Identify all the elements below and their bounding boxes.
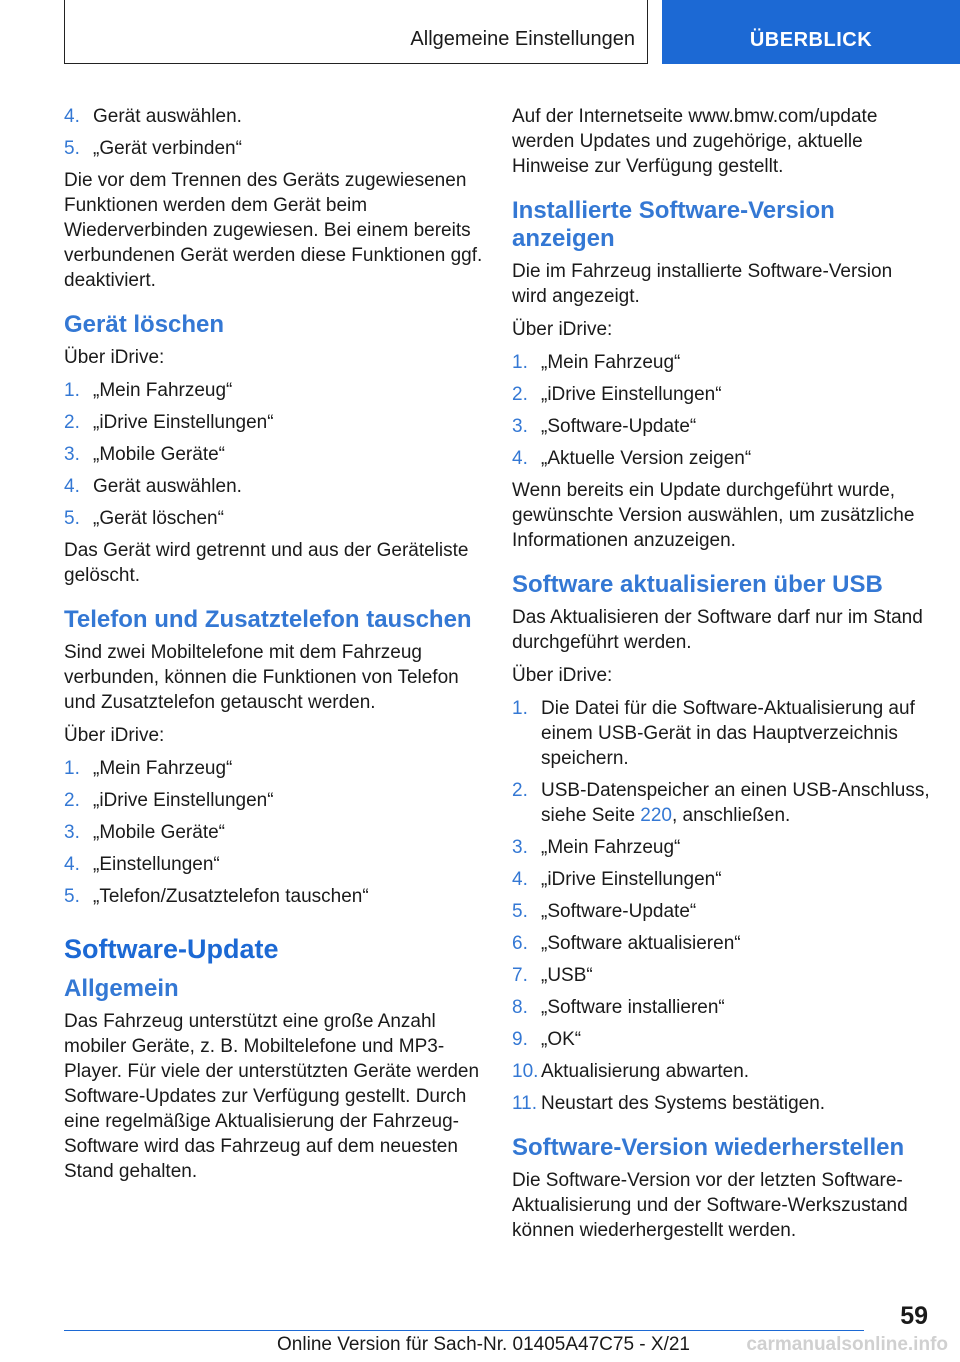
left-column — [64, 104, 484, 1192]
list-item — [64, 884, 484, 909]
list-item — [512, 414, 932, 439]
step-number: 4. — [512, 448, 528, 469]
list-item — [512, 350, 932, 375]
step-number: 3. — [64, 444, 80, 465]
step-text: Gerät auswählen. — [93, 106, 242, 127]
heading-show-version: Installierte Software-Version anzeigen — [512, 197, 835, 252]
list-item — [512, 835, 932, 860]
step-number: 11. — [512, 1093, 538, 1114]
step-text: „iDrive Einstellungen“ — [541, 384, 722, 405]
list-item — [512, 778, 932, 828]
version-steps — [512, 350, 932, 471]
header-section-box — [64, 0, 648, 64]
step-text-a: USB-Datenspeicher an einen USB-Anschluss, siehe Seite — [541, 780, 930, 826]
paragraph-usb: Das Aktualisieren der Software darf nur im Stand durchgeführt werden. — [512, 607, 923, 653]
step-text: „Mein Fahrzeug“ — [93, 380, 233, 401]
step-text: „Telefon/Zusatztelefon tauschen“ — [93, 886, 369, 907]
idrive-label: Über iDrive: — [64, 725, 165, 746]
step-text: „iDrive Einstellungen“ — [541, 869, 722, 890]
step-text: „Software-Update“ — [541, 901, 697, 922]
paragraph-reconnect: Die vor dem Trennen des Geräts zugewiesenen Funktionen werden dem Gerät beim Wiederverbinden zugewiesen. Bei einem bereits verbundenen Gerät werden diese Funktionen ggf. deaktiviert. — [64, 170, 483, 291]
paragraph-info: Wenn bereits ein Update durchgeführt wurde, gewünschte Version auswählen, um zusätzliche Informationen anzuzeigen. — [512, 480, 915, 551]
step-text: „Software-Update“ — [541, 416, 697, 437]
list-item — [512, 963, 932, 988]
paragraph-restore: Die Software-Version vor der letzten Software-Aktualisierung und der Software-Werkszustand können wiederhergestellt werden. — [512, 1170, 908, 1241]
list-item — [64, 788, 484, 813]
list-item — [512, 446, 932, 471]
step-text: „OK“ — [541, 1029, 582, 1050]
step-text: Die Datei für die Software-Aktualisierung auf einem USB-Gerät in das Hauptverzeichnis speichern. — [541, 698, 915, 769]
page-link-220[interactable]: 220 — [640, 805, 672, 826]
list-item — [512, 1059, 932, 1084]
step-text: „Aktuelle Version zeigen“ — [541, 448, 752, 469]
step-number: 1. — [512, 698, 528, 719]
step-number: 1. — [64, 758, 80, 779]
step-number: 4. — [512, 869, 528, 890]
idrive-label: Über iDrive: — [64, 347, 165, 368]
usb-steps — [512, 696, 932, 1116]
step-text: „Mein Fahrzeug“ — [93, 758, 233, 779]
step-number: 1. — [64, 380, 80, 401]
step-text: Aktualisierung abwarten. — [541, 1061, 750, 1082]
step-text: „Mein Fahrzeug“ — [541, 837, 681, 858]
list-item — [64, 506, 484, 531]
list-item — [512, 995, 932, 1020]
list-item — [64, 104, 484, 129]
list-item — [512, 1091, 932, 1116]
step-text: „iDrive Einstellungen“ — [93, 790, 274, 811]
step-number: 1. — [512, 352, 528, 373]
list-item — [64, 474, 484, 499]
step-number: 10. — [512, 1061, 539, 1082]
step-number: 4. — [64, 854, 80, 875]
heading-software-update: Software-Update — [64, 934, 279, 964]
idrive-label: Über iDrive: — [512, 665, 613, 686]
step-text: „USB“ — [541, 965, 593, 986]
step-text: „iDrive Einstellungen“ — [93, 412, 274, 433]
tab-ueberblick[interactable] — [662, 0, 960, 64]
step-number: 2. — [512, 780, 528, 801]
step-text: „Einstellungen“ — [93, 854, 220, 875]
idrive-label: Über iDrive: — [512, 319, 613, 340]
list-item — [64, 378, 484, 403]
list-item — [64, 820, 484, 845]
step-text: „Mobile Geräte“ — [93, 444, 225, 465]
heading-swap-phones: Telefon und Zusatztelefon tauschen — [64, 606, 472, 633]
step-number: 5. — [64, 886, 80, 907]
step-number: 9. — [512, 1029, 528, 1050]
step-number: 5. — [512, 901, 528, 922]
step-text: „Gerät verbinden“ — [93, 138, 242, 159]
list-item — [64, 136, 484, 161]
list-item — [512, 867, 932, 892]
step-number: 2. — [64, 412, 80, 433]
step-number: 3. — [64, 822, 80, 843]
list-item — [64, 852, 484, 877]
step-number: 2. — [512, 384, 528, 405]
list-item — [512, 382, 932, 407]
step-number: 5. — [64, 138, 80, 159]
step-text: „Software installieren“ — [541, 997, 725, 1018]
paragraph-general: Das Fahrzeug unterstützt eine große Anzahl mobiler Geräte, z. B. Mobiltelefone und MP3-Player. Für viele der unterstützten Geräte werden Software-Updates zur Verfügung gestellt. Durch eine regelmäßige Aktualisierung der Fahrzeug-Software wird das Fahrzeug auf dem neuesten Stand gehalten. — [64, 1011, 480, 1182]
paragraph-website: Auf der Internetseite www.bmw.com/update werden Updates und zugehörige, aktuelle Hinweise zur Verfügung gestellt. — [512, 106, 878, 177]
watermark-logo: carmanualsonline.info — [746, 1334, 948, 1355]
heading-general: Allgemein — [64, 975, 179, 1002]
heading-usb-update: Software aktualisieren über USB — [512, 571, 883, 598]
list-item — [512, 899, 932, 924]
list-item — [64, 442, 484, 467]
paragraph-deleted: Das Gerät wird getrennt und aus der Geräteliste gelöscht. — [64, 540, 469, 586]
heading-delete-device: Gerät löschen — [64, 311, 225, 338]
list-item — [512, 1027, 932, 1052]
paragraph-version: Die im Fahrzeug installierte Software-Version wird angezeigt. — [512, 261, 893, 307]
step-text: „Mein Fahrzeug“ — [541, 352, 681, 373]
step-number: 4. — [64, 106, 80, 127]
heading-restore-version: Software-Version wiederherstellen — [512, 1134, 905, 1161]
step-text: „Software aktualisieren“ — [541, 933, 741, 954]
step-number: 3. — [512, 416, 528, 437]
step-text: „Mobile Geräte“ — [93, 822, 225, 843]
list-item — [64, 756, 484, 781]
delete-steps — [64, 378, 484, 531]
section-title: Allgemeine Einstellungen — [410, 28, 635, 50]
step-number: 7. — [512, 965, 528, 986]
step-number: 2. — [64, 790, 80, 811]
step-text: Gerät auswählen. — [93, 476, 242, 497]
step-number: 8. — [512, 997, 528, 1018]
step-number: 3. — [512, 837, 528, 858]
swap-steps — [64, 756, 484, 909]
step-number: 5. — [64, 508, 80, 529]
list-item — [64, 410, 484, 435]
tab-ueberblick-label: ÜBERBLICK — [749, 29, 873, 51]
right-column — [512, 104, 932, 1251]
connect-steps-cont — [64, 104, 484, 161]
step-number: 4. — [64, 476, 80, 497]
list-item — [512, 696, 932, 771]
step-text-b: , anschließen. — [672, 805, 791, 826]
paragraph-swap: Sind zwei Mobiltelefone mit dem Fahrzeug verbunden, können die Funktionen von Telefon und Zusatztelefon getauscht werden. — [64, 642, 459, 713]
step-text: Neustart des Systems bestätigen. — [541, 1093, 826, 1114]
online-version-note: Online Version für Sach-Nr. 01405A47C75 - X/21 — [277, 1334, 690, 1355]
page-number: 59 — [900, 1302, 928, 1330]
footer-divider — [64, 1330, 864, 1331]
step-number: 6. — [512, 933, 528, 954]
list-item — [512, 931, 932, 956]
step-text: „Gerät löschen“ — [93, 508, 224, 529]
